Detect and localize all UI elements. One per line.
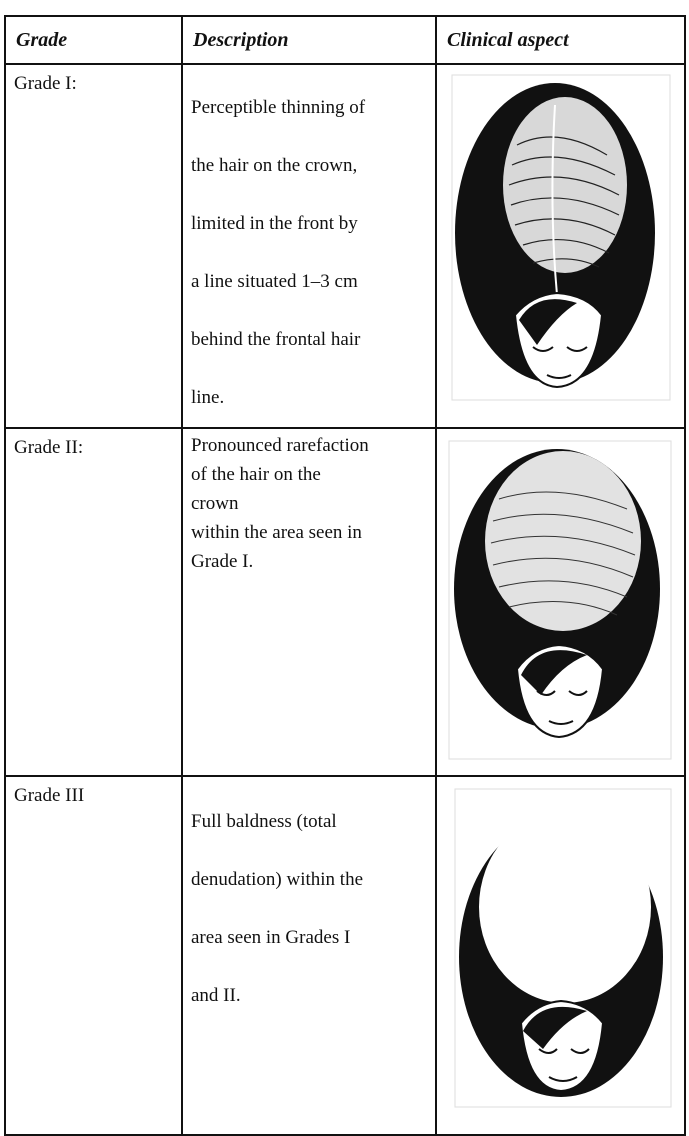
description-line: crown [191,493,239,514]
grade-description [182,64,436,428]
description-line: a line situated 1–3 cm [191,271,358,292]
clinical-aspect-cell [436,64,685,428]
head-thinning-grade-1-illustration [437,65,686,410]
grade-description [182,428,436,776]
table-row [5,776,685,1135]
header-row [5,16,685,64]
description-line: and II. [191,985,241,1006]
head-baldness-grade-3-illustration [437,777,686,1118]
header-grade: Grade [5,16,182,64]
grade-label: Grade III [5,776,182,1135]
description-line: limited in the front by [191,213,358,234]
clinical-aspect-cell [436,428,685,776]
description-line: line. [191,387,225,408]
description-line: Perceptible thinning of [191,97,366,118]
description-line: within the area seen in [191,522,362,543]
description-line: the hair on the crown, [191,155,358,176]
description-line: area seen in Grades I [191,927,351,948]
grade-label: Grade I: [5,64,182,428]
description-line: Full baldness (total [191,811,337,832]
description-line: Pronounced rarefaction [191,435,369,456]
header-clinical-aspect: Clinical aspect [436,16,685,64]
table-row [5,64,685,428]
description-line: of the hair on the [191,464,321,485]
grades-table [4,15,686,1136]
head-rarefaction-grade-2-illustration [437,429,686,767]
header-description: Description [182,16,436,64]
description-line: Grade I. [191,551,254,572]
grade-description [182,776,436,1135]
description-line: denudation) within the [191,869,364,890]
grade-label: Grade II: [5,428,182,776]
table-row [5,428,685,776]
description-line: behind the frontal hair [191,329,361,350]
clinical-aspect-cell [436,776,685,1135]
